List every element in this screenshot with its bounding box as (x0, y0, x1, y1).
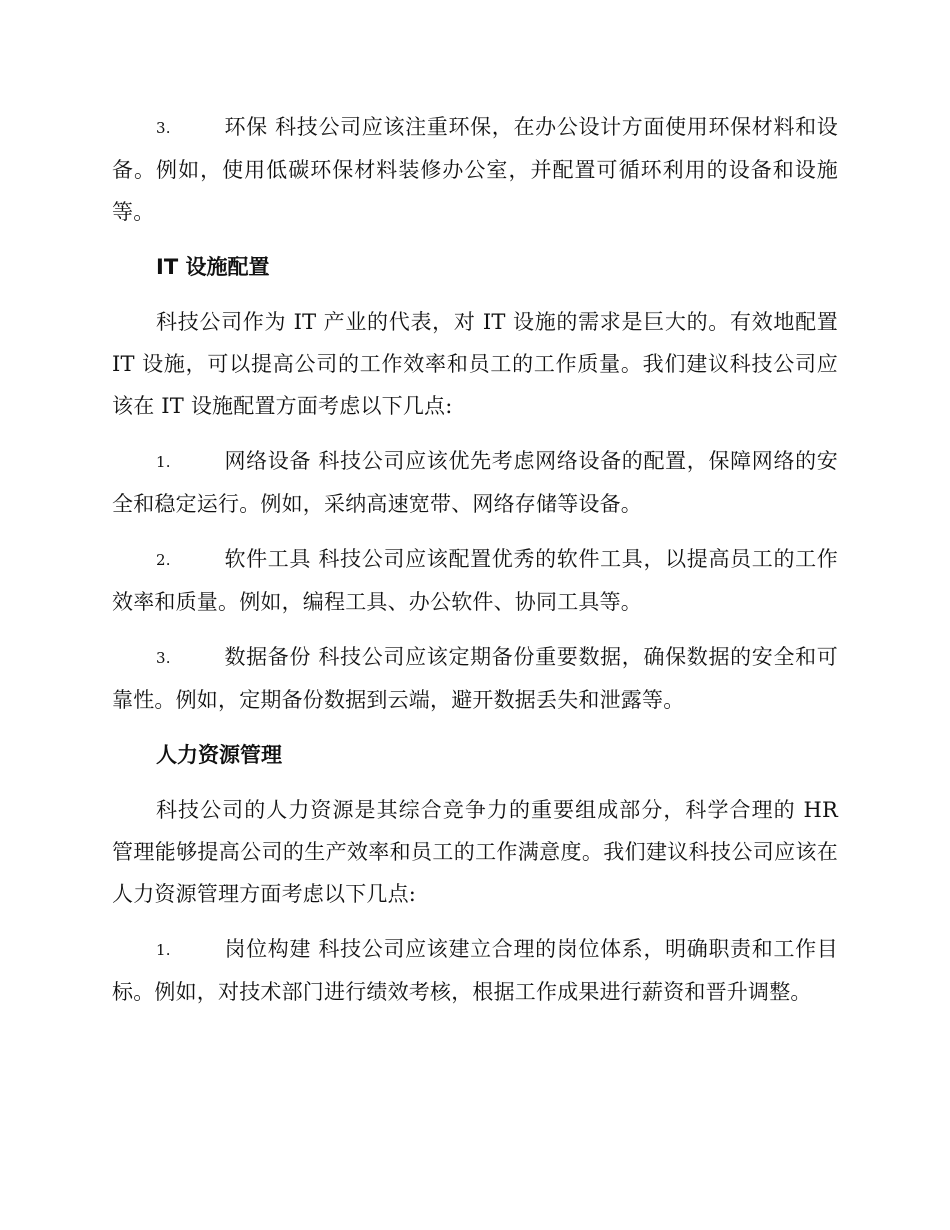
list-item-software (112, 538, 838, 623)
list-number: 2. (156, 551, 171, 569)
paragraph-it-intro: 科技公司作为 IT 产业的代表，对 IT 设施的需求是巨大的。有效地配置 IT 设施，可以提高公司的工作效率和员工的工作质量。我们建议科技公司应该在 IT 设施配置方面考虑以下几点: (112, 310, 838, 418)
list-number: 1. (156, 941, 171, 959)
list-item-text: 岗位构建 科技公司应该建立合理的岗位体系，明确职责和工作目标。例如，对技术部门进行绩效考核，根据工作成果进行薪资和晋升调整。 (112, 937, 838, 1004)
paragraph-hr-intro: 科技公司的人力资源是其综合竞争力的重要组成部分，科学合理的 HR 管理能够提高公司的生产效率和员工的工作满意度。我们建议科技公司应该在人力资源管理方面考虑以下几点: (112, 798, 838, 906)
list-item-text: 环保 科技公司应该注重环保，在办公设计方面使用环保材料和设备。例如，使用低碳环保材料装修办公室，并配置可循环利用的设备和设施等。 (112, 115, 838, 224)
list-item-text: 软件工具 科技公司应该配置优秀的软件工具，以提高员工的工作效率和质量。例如，编程工具、办公软件、协同工具等。 (112, 547, 838, 614)
section-heading-it: IT 设施配置 (156, 255, 270, 279)
list-item-positions (112, 928, 838, 1013)
list-number: 1. (156, 453, 171, 471)
list-item-text: 数据备份 科技公司应该定期备份重要数据，确保数据的安全和可靠性。例如，定期备份数据到云端，避开数据丢失和泄露等。 (112, 645, 838, 712)
list-item-network (112, 440, 838, 525)
list-item-text: 网络设备 科技公司应该优先考虑网络设备的配置，保障网络的安全和稳定运行。例如，采纳高速宽带、网络存储等设备。 (112, 449, 838, 516)
section-heading-hr: 人力资源管理 (156, 743, 282, 767)
list-number: 3. (156, 119, 171, 137)
list-item-environment (112, 106, 838, 233)
list-item-backup (112, 636, 838, 721)
list-number: 3. (156, 649, 171, 667)
